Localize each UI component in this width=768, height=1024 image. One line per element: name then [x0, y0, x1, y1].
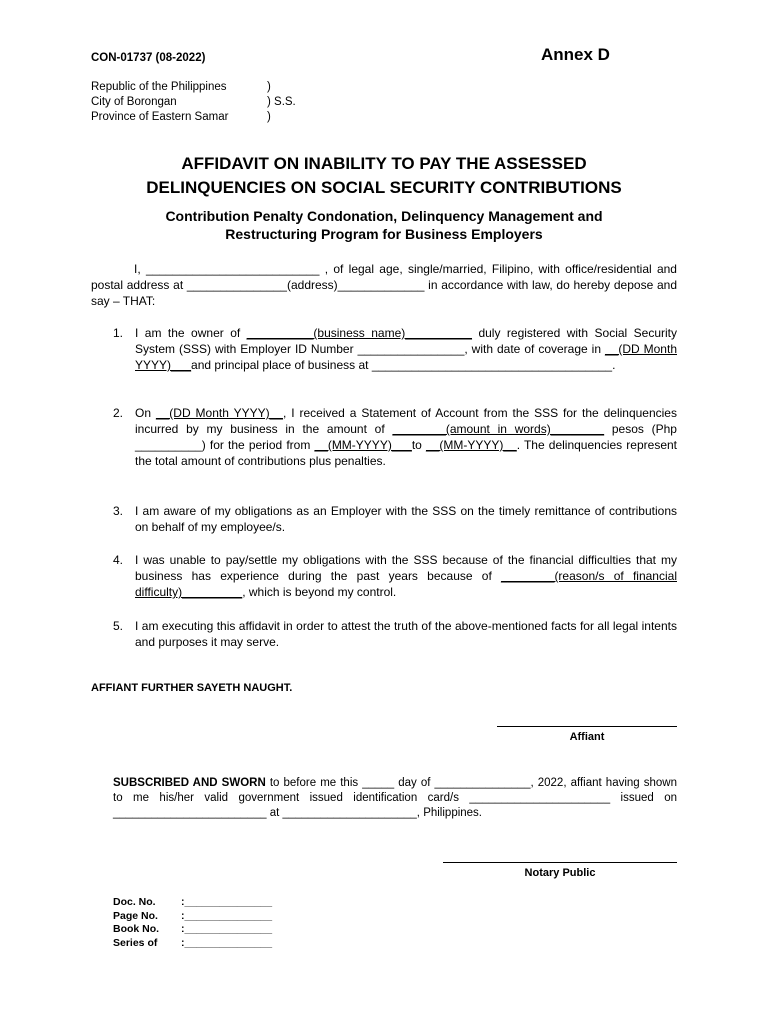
period-from-blank: __(MM-YYYY)___	[314, 438, 412, 452]
jurat-end: Philippines.	[423, 807, 483, 819]
affiant-signature-line	[497, 726, 677, 727]
register-row	[113, 923, 272, 937]
venue-label: City of Borongan	[91, 96, 177, 108]
list-item	[113, 325, 677, 373]
list-item	[113, 552, 677, 600]
venue-label: Province of Eastern Samar	[91, 111, 229, 123]
venue-block	[91, 80, 296, 125]
register-value: :_______________	[181, 896, 273, 908]
subtitle-line: Contribution Penalty Condonation, Delinquency Management and	[165, 208, 603, 224]
list-item	[113, 618, 677, 650]
annex-label: Annex D	[541, 45, 610, 64]
item-text-part: , which is beyond my control.	[242, 585, 397, 599]
further-sayeth: AFFIANT FURTHER SAYETH NAUGHT.	[91, 682, 293, 694]
coverage-date-blank: __(DD Month YYYY)___	[135, 342, 677, 372]
item-text-part: I am the owner of	[135, 326, 247, 340]
item-text-part: On	[135, 406, 156, 420]
intro-text: I,	[134, 262, 146, 276]
item-text-part: I was unable to pay/settle my obligations with the SSS because of the financial difficulties that my business has experience during the past years because of	[135, 553, 677, 583]
item-number: 1.	[113, 326, 124, 340]
subtitle-line: Restructuring Program for Business Employers	[225, 226, 543, 242]
venue-mark: )	[267, 111, 271, 123]
item-text	[135, 552, 677, 600]
item-number: 5.	[113, 619, 124, 633]
notary-signature-line	[443, 862, 677, 863]
jurat-bold: SUBSCRIBED AND SWORN	[113, 777, 266, 789]
item-text-part: , I received a Statement of Account from the SSS for the delinquencies incurred by my business in the amount of	[135, 406, 677, 436]
document-title	[80, 152, 688, 200]
list-item	[113, 503, 677, 535]
register-value: :_______________	[181, 936, 273, 949]
reason-blank: ________(reason/s of financial difficulty)_________	[135, 569, 677, 599]
jurat-paragraph	[113, 776, 677, 821]
item-text-part: . The delinquencies represent the total amount of contributions plus penalties.	[135, 438, 677, 468]
list-item	[113, 405, 677, 469]
register-row	[113, 910, 272, 924]
business-name-blank: __________(business name)__________	[246, 326, 472, 340]
affiant-label: Affiant	[569, 731, 605, 743]
name-blank: __________________________	[145, 262, 320, 276]
title-line: DELINQUENCIES ON SOCIAL SECURITY CONTRIBUTIONS	[146, 178, 622, 197]
venue-mark: ) S.S.	[267, 96, 296, 108]
item-text	[135, 325, 677, 373]
register-row	[113, 896, 272, 910]
register-label: Page No.	[113, 909, 158, 922]
item-text-part: pesos (Php __________) for the period from	[135, 422, 677, 452]
soa-date-blank: __(DD Month YYYY)__	[155, 406, 283, 420]
register-label: Doc. No.	[113, 896, 156, 908]
period-to-blank: __(MM-YYYY)__	[426, 438, 517, 452]
register-row	[113, 937, 272, 951]
venue-mark: )	[267, 81, 271, 93]
item-text-part: duly registered with Social Security System (SSS) with Employer ID Number ________________, with date of coverage in	[135, 326, 678, 356]
item-text: I am aware of my obligations as an Employer with the SSS on the timely remittance of contributions on behalf of my employee/s.	[135, 504, 677, 534]
address-blank: _______________(address)_____________	[186, 278, 425, 292]
notarial-register	[113, 896, 272, 950]
jurat-text: to before me this _____ day of _______________, 2022, affiant having shown to me his/her valid government issued identification card/s ______________________ issued on ________________________ at _____________________,	[113, 777, 677, 819]
item-number: 3.	[113, 504, 124, 518]
register-value: :_______________	[181, 923, 273, 935]
register-value: :_______________	[181, 909, 273, 922]
intro-paragraph	[91, 261, 677, 309]
notary-label: Notary Public	[524, 867, 596, 879]
document-subtitle	[80, 207, 688, 243]
intro-text: in accordance with law, do hereby depose and say – THAT:	[91, 278, 677, 308]
intro-text: , of legal age, single/married, Filipino, with office/residential and postal address at	[91, 262, 677, 292]
item-text: I am executing this affidavit in order to attest the truth of the above-mentioned facts for all legal intents and purposes it may serve.	[135, 619, 677, 649]
venue-row	[91, 80, 296, 95]
register-label: Book No.	[113, 923, 160, 935]
form-code: CON-01737 (08-2022)	[91, 52, 206, 64]
item-text	[135, 405, 677, 469]
amount-words-blank: ________(amount in words)________	[392, 422, 605, 436]
title-line: AFFIDAVIT ON INABILITY TO PAY THE ASSESSED	[181, 154, 587, 173]
venue-label: Republic of the Philippines	[91, 81, 227, 93]
item-number: 4.	[113, 553, 124, 567]
venue-row	[91, 95, 296, 110]
item-text-part: to	[411, 438, 426, 452]
item-text-part: and principal place of business at ____________________________________.	[191, 358, 616, 372]
venue-row	[91, 110, 296, 125]
register-label: Series of	[113, 936, 158, 949]
item-number: 2.	[113, 406, 124, 420]
